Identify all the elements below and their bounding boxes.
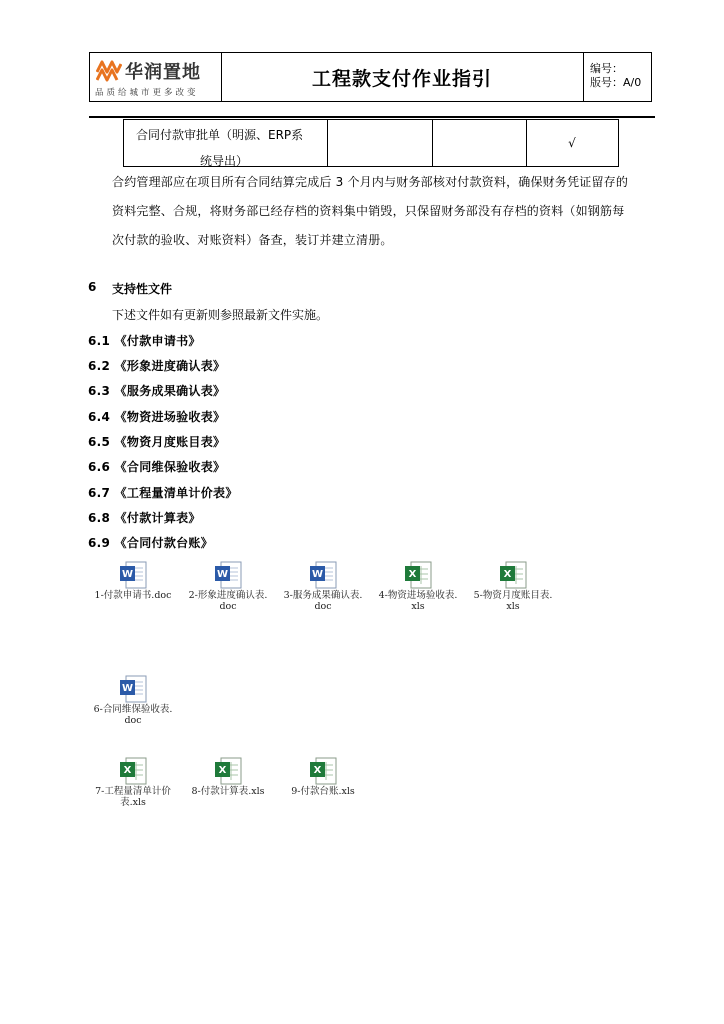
attachment-label: 8-付款计算表.xls [191,786,265,797]
word-document-icon [307,560,339,590]
attachment-label: 2-形象进度确认表. [188,590,268,601]
svg-text:W: W [121,569,134,580]
list-item: 6.5 《物资月度账目表》 [88,435,226,449]
document-header [89,52,652,102]
excel-spreadsheet-icon [212,756,244,786]
item-text-line2: 统导出） [200,154,249,168]
attachment-label: 7-工程量清单计价 [95,786,171,797]
attachment-excel-file[interactable] [181,756,275,797]
attachment-label: 5-物资月度账目表. [473,590,553,601]
excel-spreadsheet-icon [117,756,149,786]
attachment-label: 3-服务成果确认表. [283,590,363,601]
company-slogan: 品质给城市更多改变 [95,88,199,98]
attachment-excel-file[interactable] [466,560,560,612]
attachment-label: 4-物资进场验收表. [378,590,458,601]
list-item: 6.1 《付款申请书》 [88,334,201,348]
svg-text:W: W [216,569,229,580]
list-item: 6.6 《合同维保验收表》 [88,460,226,474]
paragraph-line: 合约管理部应在项目所有合同结算完成后 3 个月内与财务部核对付款资料，确保财务凭证留存的 [112,175,629,189]
attachment-excel-file[interactable] [371,560,465,612]
attachment-label: xls [506,601,520,612]
excel-spreadsheet-icon [497,560,529,590]
company-logo-icon [96,58,122,82]
list-item: 6.2 《形象进度确认表》 [88,359,226,373]
attachment-label: 表.xls [120,797,146,808]
word-document-icon [117,560,149,590]
word-document-icon [212,560,244,590]
table-cell-item [124,120,328,166]
list-item: 6.7 《工程量清单计价表》 [88,486,238,500]
svg-text:X: X [313,765,322,776]
attachment-word-file[interactable] [86,560,180,601]
logo-cell [90,53,222,101]
attachment-label: doc [314,601,332,612]
attachment-label: xls [411,601,425,612]
svg-text:X: X [408,569,417,580]
svg-text:W: W [311,569,324,580]
attachment-excel-file[interactable] [276,756,370,797]
svg-text:X: X [218,765,227,776]
attachment-word-file[interactable] [276,560,370,612]
section-title: 支持性文件 [112,282,173,296]
table-cell-empty [327,120,433,166]
code-label: 编号： [590,62,623,75]
header-divider [89,116,655,118]
list-item: 6.3 《服务成果确认表》 [88,384,226,398]
excel-spreadsheet-icon [402,560,434,590]
attachment-label: 1-付款申请书.doc [94,590,172,601]
svg-text:X: X [503,569,512,580]
svg-text:W: W [121,683,134,694]
word-document-icon [117,674,149,704]
version-label: 版号：A/0 [590,76,642,89]
attachment-label: doc [219,601,237,612]
table-cell-empty [432,120,527,166]
section-number: 6 [88,280,97,294]
list-item: 6.9 《合同付款台账》 [88,536,214,550]
table-cell-check: √ [568,136,576,150]
company-brand: 华润置地 [125,62,201,83]
attachment-label: 9-付款台账.xls [291,786,355,797]
attachment-label: doc [124,715,142,726]
paragraph-line: 资料完整、合规，将财务部已经存档的资料集中销毁，只保留财务部没有存档的资料（如钢筋每 [112,204,625,218]
document-title: 工程款支付作业指引 [221,53,584,101]
item-text-line1: 合同付款审批单（明源、ERP系 [136,128,304,142]
list-item: 6.4 《物资进场验收表》 [88,410,226,424]
svg-text:X: X [123,765,132,776]
section-intro: 下述文件如有更新则参照最新文件实施。 [112,308,329,322]
attachment-excel-file[interactable] [86,756,180,808]
attachment-word-file[interactable] [86,674,180,726]
paragraph-line: 次付款的验收、对账资料）备查，装订并建立清册。 [112,233,393,247]
list-item: 6.8 《付款计算表》 [88,511,201,525]
document-code-cell [584,53,652,101]
attachment-word-file[interactable] [181,560,275,612]
excel-spreadsheet-icon [307,756,339,786]
table-row [123,119,619,167]
attachment-label: 6-合同维保验收表. [93,704,173,715]
